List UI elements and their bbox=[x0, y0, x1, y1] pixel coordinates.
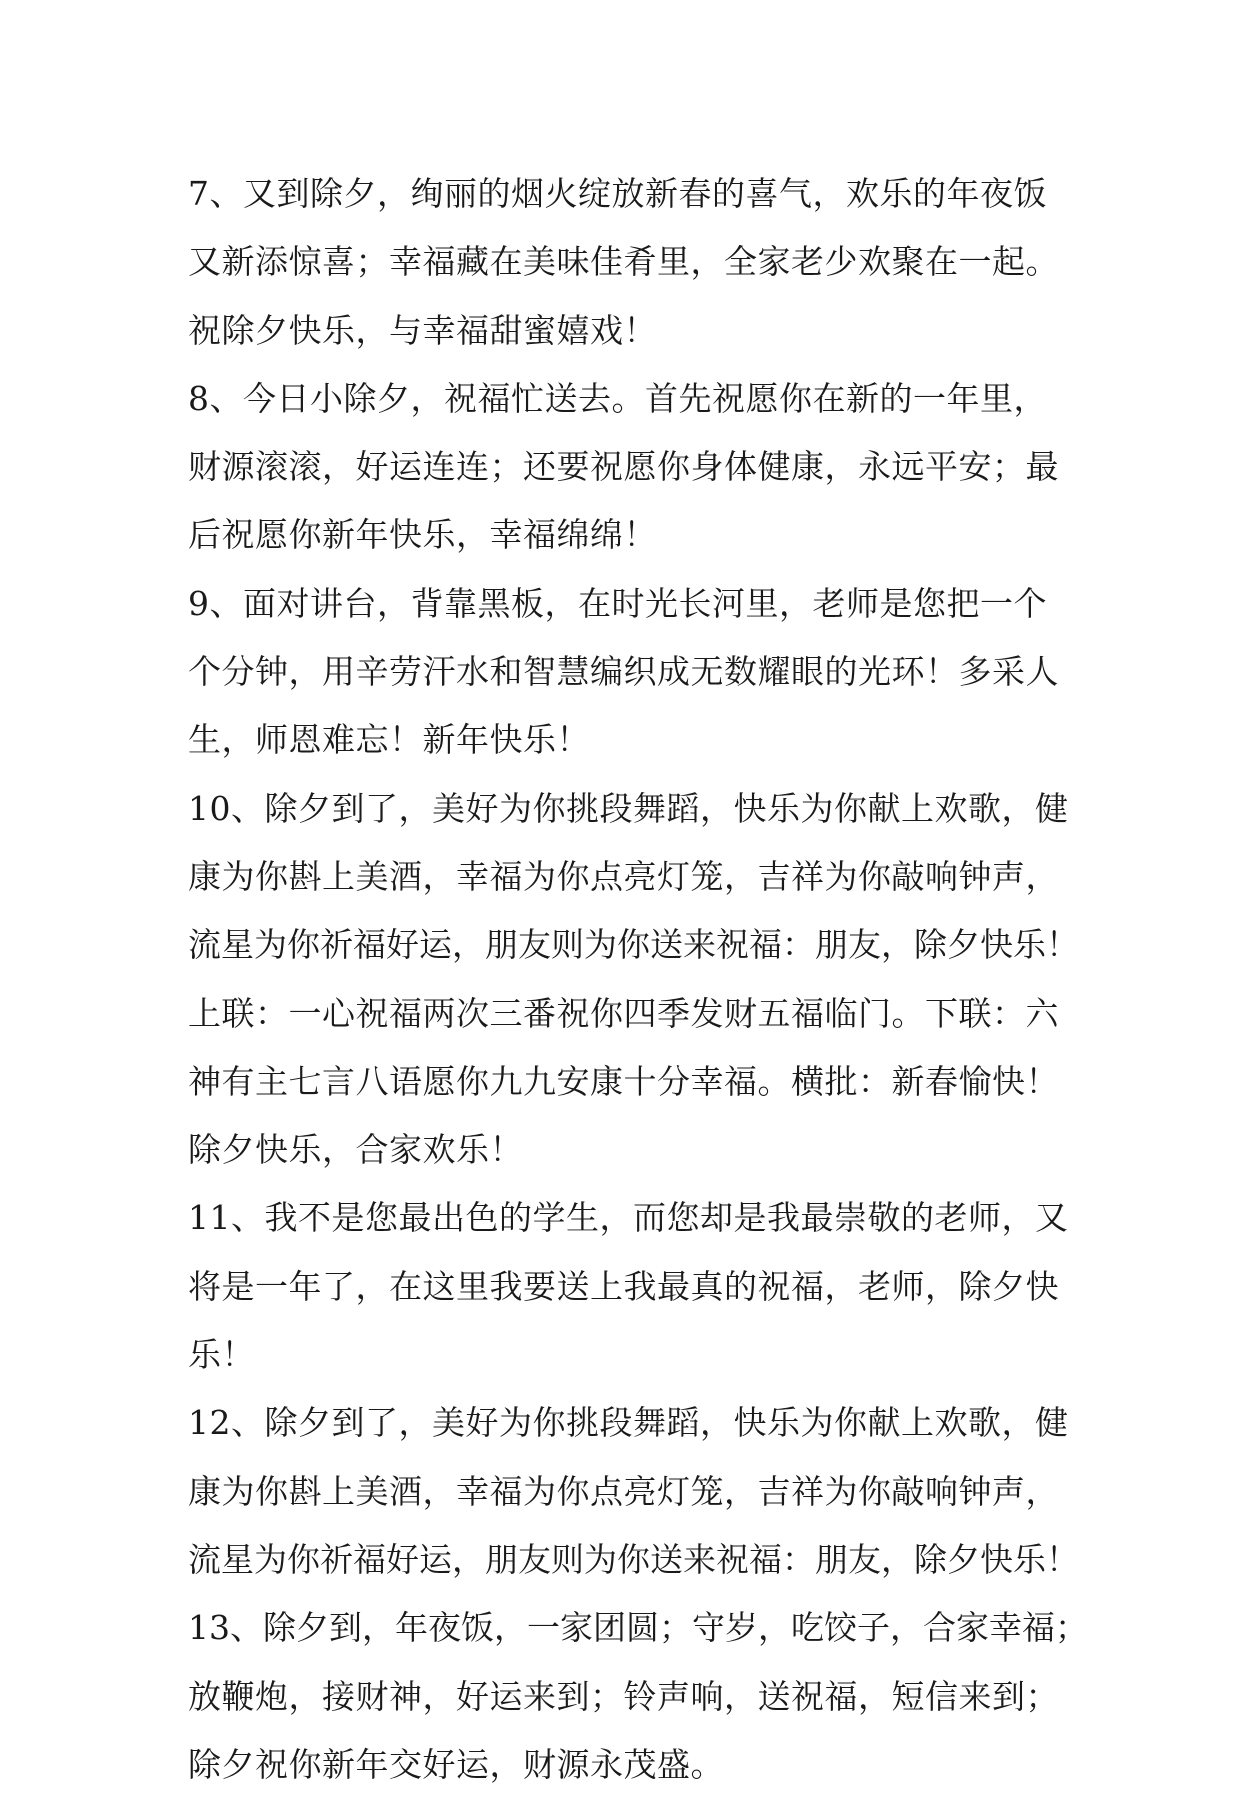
text-line: 个分钟，用辛劳汗水和智慧编织成无数耀眼的光环！多采人 bbox=[188, 652, 1059, 692]
text-line: 13、除夕到，年夜饭，一家团圆；守岁，吃饺子，合家幸福； bbox=[188, 1608, 1088, 1648]
text-line: 放鞭炮，接财神，好运来到；铃声响，送祝福，短信来到； bbox=[188, 1676, 1059, 1716]
text-line: 神有主七言八语愿你九九安康十分幸福。横批：新春愉快！ bbox=[188, 1061, 1059, 1101]
text-line: 将是一年了，在这里我要送上我最真的祝福，老师，除夕快 bbox=[188, 1266, 1059, 1306]
text-line: 财源滚滚，好运连连；还要祝愿你身体健康，永远平安；最 bbox=[188, 447, 1059, 487]
text-line: 流星为你祈福好运，朋友则为你送来祝福：朋友，除夕快乐！ bbox=[188, 1539, 1079, 1579]
text-line: 9、面对讲台，背靠黑板，在时光长河里，老师是您把一个 bbox=[188, 583, 1047, 623]
text-line: 乐！ bbox=[188, 1335, 255, 1375]
text-line: 除夕祝你新年交好运，财源永茂盛。 bbox=[188, 1744, 724, 1784]
text-line: 12、除夕到了，美好为你挑段舞蹈，快乐为你献上欢歌，健 bbox=[188, 1403, 1069, 1443]
text-line: 除夕快乐，合家欢乐！ bbox=[188, 1130, 523, 1170]
document-body bbox=[188, 160, 1088, 1799]
text-line: 又新添惊喜；幸福藏在美味佳肴里，全家老少欢聚在一起。 bbox=[188, 242, 1059, 282]
text-line: 11、我不是您最出色的学生，而您却是我最崇敬的老师，又 bbox=[188, 1198, 1069, 1238]
text-line: 流星为你祈福好运，朋友则为你送来祝福：朋友，除夕快乐！ bbox=[188, 925, 1079, 965]
text-line: 生，师恩难忘！新年快乐！ bbox=[188, 720, 590, 760]
text-line: 8、今日小除夕，祝福忙送去。首先祝愿你在新的一年里， bbox=[188, 378, 1047, 418]
text-line: 康为你斟上美酒，幸福为你点亮灯笼，吉祥为你敲响钟声， bbox=[188, 856, 1059, 896]
text-line: 上联：一心祝福两次三番祝你四季发财五福临门。下联：六 bbox=[188, 993, 1059, 1033]
text-line: 祝除夕快乐，与幸福甜蜜嬉戏！ bbox=[188, 310, 657, 350]
text-line: 后祝愿你新年快乐，幸福绵绵！ bbox=[188, 515, 657, 555]
text-line: 10、除夕到了，美好为你挑段舞蹈，快乐为你献上欢歌，健 bbox=[188, 788, 1069, 828]
text-line: 康为你斟上美酒，幸福为你点亮灯笼，吉祥为你敲响钟声， bbox=[188, 1471, 1059, 1511]
text-line: 7、又到除夕，绚丽的烟火绽放新春的喜气，欢乐的年夜饭 bbox=[188, 174, 1047, 213]
